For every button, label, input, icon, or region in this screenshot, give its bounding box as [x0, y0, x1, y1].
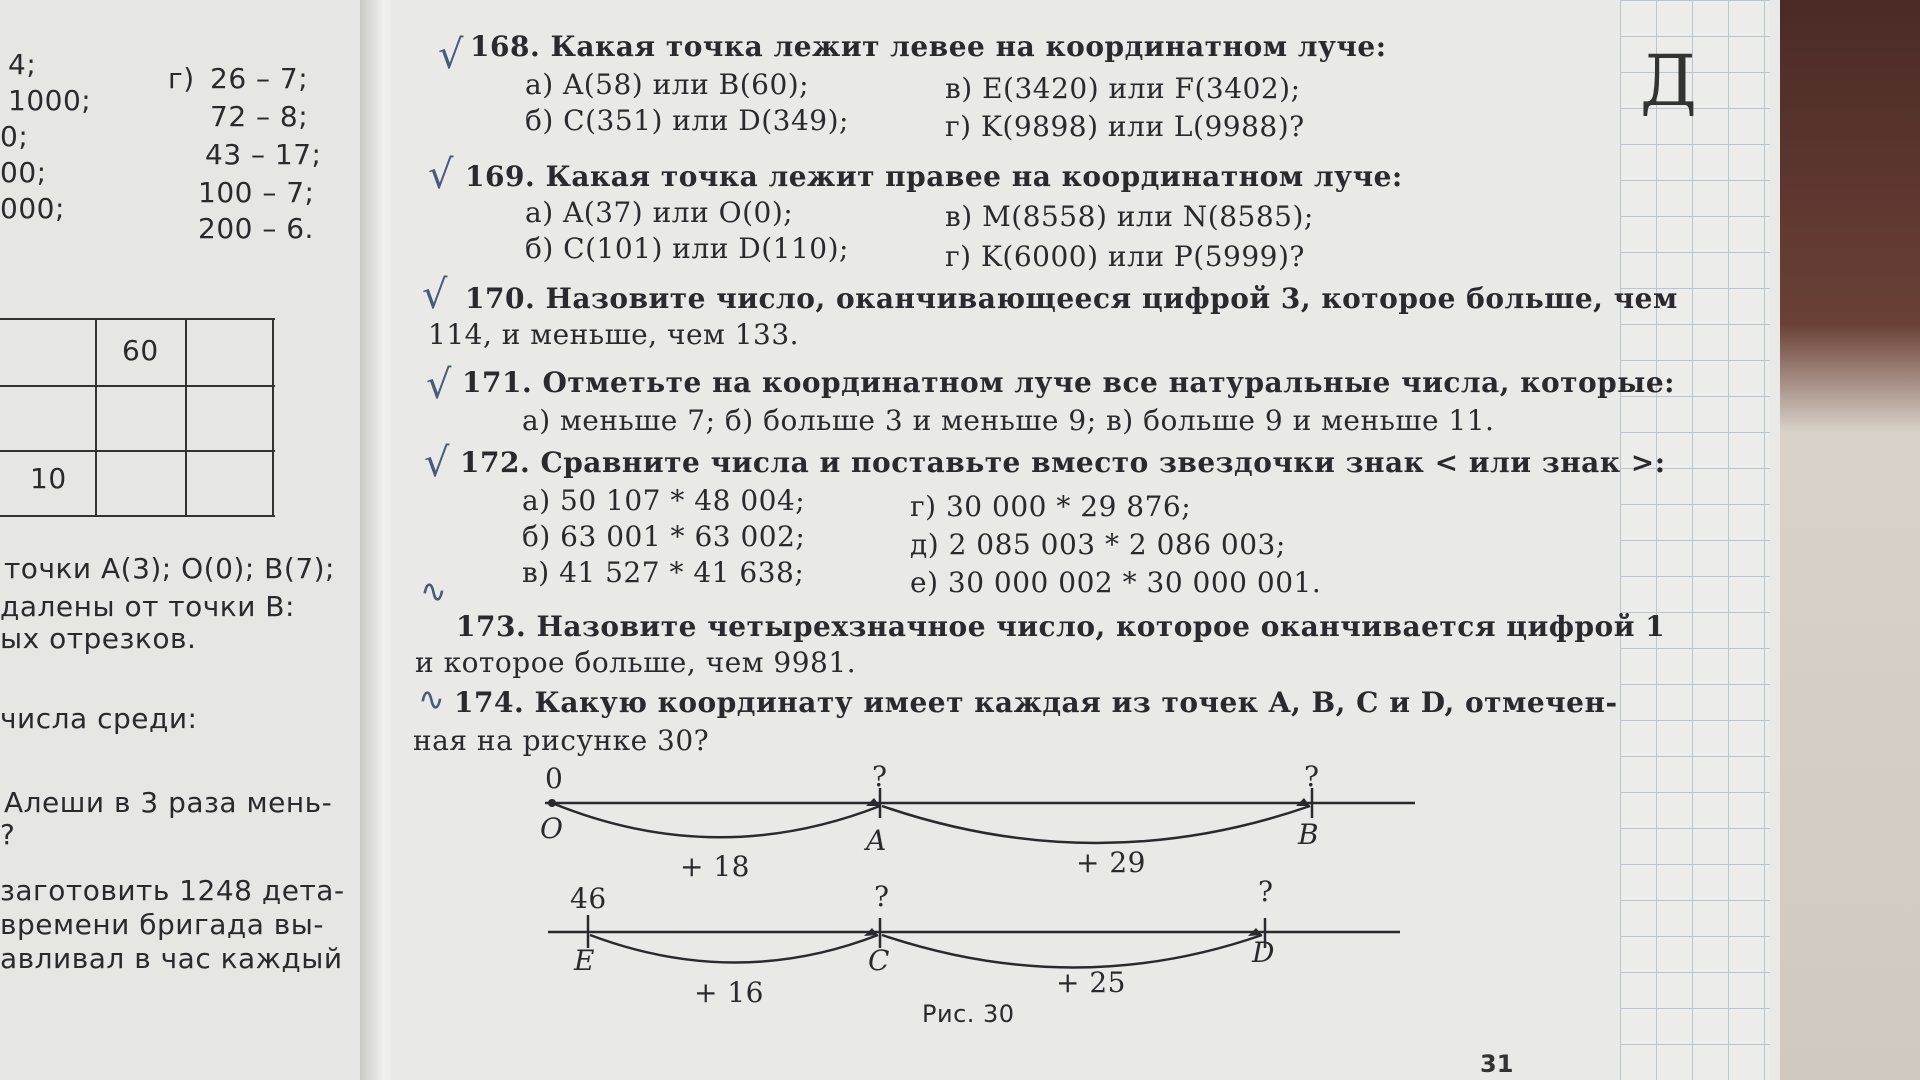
left-col2-item: 72 – 8;: [210, 100, 309, 133]
arc-plus-29: [882, 806, 1310, 843]
ray-1-unknown-a: ?: [872, 760, 888, 793]
problem-168-a: а) A(58) или B(60);: [525, 68, 810, 101]
ray-2-unknown-c: ?: [874, 880, 890, 913]
left-fragment: времени бригада вы-: [0, 908, 324, 941]
arc-plus-25: [882, 935, 1262, 968]
ray-1-unknown-b: ?: [1304, 760, 1320, 793]
left-col1-item: 00;: [0, 156, 47, 189]
left-fragment: ых отрезков.: [0, 622, 197, 655]
problem-172-g: г) 30 000 * 29 876;: [910, 490, 1192, 523]
left-col1-item: 0;: [0, 120, 29, 153]
left-col2-item: 43 – 17;: [205, 138, 322, 171]
problem-174-line1: 174. Какую координату имеет каждая из точек A, B, C и D, отмечен-: [454, 686, 1618, 719]
left-fragment: Алеши в 3 раза мень-: [4, 786, 333, 819]
problem-172-e: е) 30 000 002 * 30 000 001.: [910, 566, 1322, 599]
point-label-o: O: [540, 812, 564, 845]
step-label-plus-29: + 29: [1076, 846, 1146, 879]
problem-172-d: д) 2 085 003 * 2 086 003;: [910, 528, 1286, 561]
problem-171-line1: 171. Отметьте на координатном луче все натуральные числа, которые:: [462, 366, 1675, 399]
pencil-check-mark: √: [424, 440, 450, 486]
problem-172-v: в) 41 527 * 41 638;: [522, 556, 805, 589]
arc-plus-18: [552, 803, 880, 837]
point-label-e: E: [574, 944, 595, 977]
problem-171-line2: а) меньше 7; б) больше 3 и меньше 9; в) больше 9 и меньше 11.: [522, 404, 1495, 437]
problem-168-v: в) E(3420) или F(3402);: [945, 72, 1301, 105]
pencil-check-mark: √: [426, 362, 452, 408]
ray-1-start-value: 0: [545, 762, 564, 795]
page-number: 31: [1480, 1050, 1514, 1078]
ray-2-unknown-d: ?: [1258, 875, 1274, 908]
problem-168-title: 168. Какая точка лежит левее на координатном луче:: [470, 30, 1387, 63]
left-fragment: числа среди:: [0, 702, 198, 735]
left-fragment: далены от точки B:: [0, 590, 295, 623]
problem-168-g: г) K(9898) или L(9988)?: [945, 110, 1305, 143]
grid-sheet-letter: Д: [1640, 40, 1697, 122]
problem-169-b: б) C(101) или D(110);: [525, 232, 849, 265]
step-label-plus-18: + 18: [680, 850, 750, 883]
left-fragment: ?: [0, 818, 16, 851]
left-fragment: точки A(3); O(0); B(7);: [4, 552, 335, 585]
problem-170-line1: 170. Назовите число, оканчивающееся цифрой 3, которое больше, чем: [465, 282, 1678, 315]
problem-174-line2: ная на рисунке 30?: [413, 724, 710, 757]
point-label-a: A: [866, 824, 887, 857]
step-label-plus-25: + 25: [1056, 966, 1126, 999]
point-label-c: C: [868, 944, 890, 977]
step-label-plus-16: + 16: [694, 976, 764, 1009]
problem-172-a: а) 50 107 * 48 004;: [522, 484, 806, 517]
pencil-check-mark: ∿: [418, 680, 445, 718]
problem-173-line1: 173. Назовите четырехзначное число, которое оканчивается цифрой 1: [456, 610, 1666, 643]
problem-170-line2: 114, и меньше, чем 133.: [428, 318, 800, 351]
arc-plus-16: [590, 935, 878, 963]
problem-169-title: 169. Какая точка лежит правее на координатном луче:: [465, 160, 1403, 193]
left-col1-item: 4;: [8, 48, 37, 81]
problem-172-b: б) 63 001 * 63 002;: [522, 520, 806, 553]
grid-cell-top: 60: [122, 334, 159, 367]
pencil-check-mark: ∿: [420, 572, 447, 610]
left-col2-item: 100 – 7;: [198, 176, 315, 209]
left-col1-item: 1000;: [8, 84, 92, 117]
figure-caption: Рис. 30: [922, 1000, 1015, 1028]
ray-2-start-value: 46: [570, 882, 607, 915]
origin-point: [548, 799, 556, 807]
problem-173-line2: и которое больше, чем 9981.: [415, 646, 857, 679]
point-label-d: D: [1252, 936, 1275, 969]
problem-168-b: б) C(351) или D(349);: [525, 104, 849, 137]
problem-169-v: в) M(8558) или N(8585);: [945, 200, 1314, 233]
pencil-check-mark: √: [428, 152, 454, 198]
left-col2-item: 200 – 6.: [198, 212, 314, 245]
problem-169-a: а) A(37) или O(0);: [525, 196, 794, 229]
point-label-b: B: [1298, 818, 1320, 851]
left-fragment: авливал в час каждый: [0, 942, 343, 975]
left-fragment: заготовить 1248 дета-: [0, 874, 345, 907]
left-col2-letter: г): [168, 62, 195, 95]
grid-cell-bottom: 10: [30, 462, 67, 495]
problem-172-title: 172. Сравните числа и поставьте вместо звездочки знак < или знак >:: [460, 446, 1666, 479]
left-col2-item: 26 – 7;: [210, 62, 309, 95]
pencil-check-mark: √: [422, 272, 448, 318]
left-col1-item: 000;: [0, 192, 65, 225]
problem-169-g: г) K(6000) или P(5999)?: [945, 240, 1305, 273]
pencil-check-mark: √: [438, 32, 464, 78]
